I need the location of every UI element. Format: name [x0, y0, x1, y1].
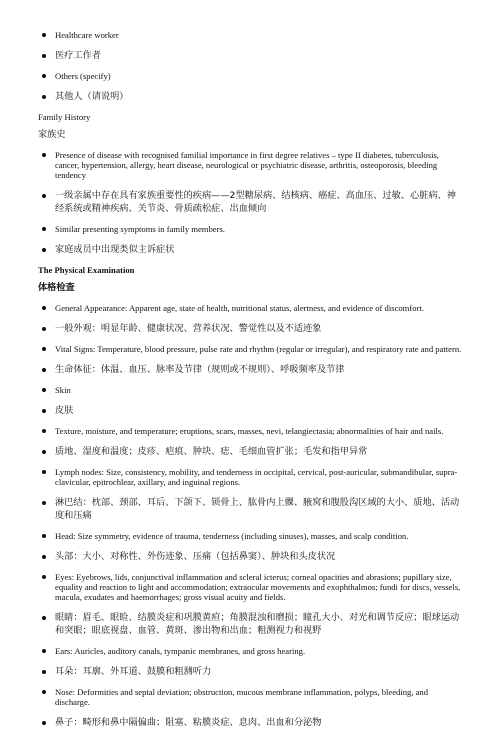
list-item: Skin [38, 385, 462, 395]
list-item: Presence of disease with recognised familial importance in first degree relatives – type II diabetes, tuberculosis, cancer, hypertension, allergy, heart disease, neurological or psychiatric disease, arthritis, osteoporosis, bleeding tendency [38, 150, 462, 180]
list-item: Ears: Auricles, auditory canals, tympanic membranes, and gross hearing. [38, 646, 462, 656]
intro-bullet-list [38, 30, 462, 103]
list-item: Head: Size symmetry, evidence of trauma, tenderness (including sinuses), masses, and scalp condition. [38, 531, 462, 541]
list-item: 一般外观：明显年龄、健康状况、营养状况、警觉性以及不适迹象 [38, 322, 462, 335]
list-item: 皮肤 [38, 404, 462, 417]
list-item: 质地、湿度和温度；皮疹、疤痕、肿块、痣、毛细血管扩张；毛发和指甲异常 [38, 445, 462, 458]
list-item: Nose: Deformities and septal deviation; obstruction, mucous membrane inflammation, polyps, bleeding, and discharge. [38, 687, 462, 707]
list-item: Others (specify) [38, 71, 462, 81]
list-item: Vital Signs: Temperature, blood pressure, pulse rate and rhythm (regular or irregular), and respiratory rate and pattern. [38, 344, 462, 354]
list-item: General Appearance: Apparent age, state of health, nutritional status, alertness, and evidence of discomfort. [38, 303, 462, 313]
physical-exam-heading-en: The Physical Examination [38, 265, 135, 275]
list-item: 其他人（请说明） [38, 90, 462, 103]
family-history-heading-en: Family History [38, 112, 91, 122]
list-item: 眼睛：眉毛、眼睑、结膜炎症和巩膜黄疸；角膜混浊和磨损；瞳孔大小、对光和调节反应；眼球运动和突眼；眼底视盘、血管、黄斑、渗出物和出血；粗测视力和视野 [38, 611, 462, 637]
physical-exam-heading-zh: 体格检查 [38, 282, 75, 293]
list-item: Healthcare worker [38, 30, 462, 40]
list-item: Texture, moisture, and temperature; eruptions, scars, masses, nevi, telangiectasia; abnormalities of hair and nails. [38, 426, 462, 436]
family-history-heading-zh: 家族史 [38, 129, 66, 140]
list-item: Similar presenting symptoms in family members. [38, 224, 462, 234]
list-item: 医疗工作者 [38, 49, 462, 62]
physical-exam-bullet-list [38, 303, 462, 729]
list-item: 耳朵：耳廓、外耳道、鼓膜和粗测听力 [38, 665, 462, 678]
list-item: 家庭成员中出现类似主诉症状 [38, 243, 462, 256]
list-item: Lymph nodes: Size, consistency, mobility, and tenderness in occipital, cervical, post-auricular, submandibular, supra-clavicular, epitrochlear, axillary, and inguinal regions. [38, 467, 462, 487]
list-item: 淋巴结：枕部、颈部、耳后、下颌下、锁骨上、肱骨内上髁、腋窝和腹股沟区域的大小、质地、活动度和压痛 [38, 496, 462, 522]
list-item: 头部：大小、对称性、外伤迹象、压痛（包括鼻窦）、肿块和头皮状况 [38, 550, 462, 563]
document-page [38, 30, 462, 738]
list-item: 生命体征：体温、血压、脉率及节律（规则或不规则）、呼吸频率及节律 [38, 363, 462, 376]
family-history-bullet-list [38, 150, 462, 256]
list-item: 鼻子：畸形和鼻中隔偏曲；阻塞、粘膜炎症、息肉、出血和分泌物 [38, 716, 462, 729]
list-item: 一级亲属中存在具有家族重要性的疾病——2型糖尿病、结核病、癌症、高血压、过敏、心脏病、神经系统或精神疾病、关节炎、骨质疏松症、出血倾向 [38, 189, 462, 215]
list-item: Eyes: Eyebrows, lids, conjunctival inflammation and scleral icterus; corneal opacities and abrasions; pupillary size, equality and reaction to light and accommodation; extraocular movements and exophthalmos; fundi for discs, vessels, macula, exudates and haemorrhages; gross visual acuity and fields. [38, 572, 462, 602]
